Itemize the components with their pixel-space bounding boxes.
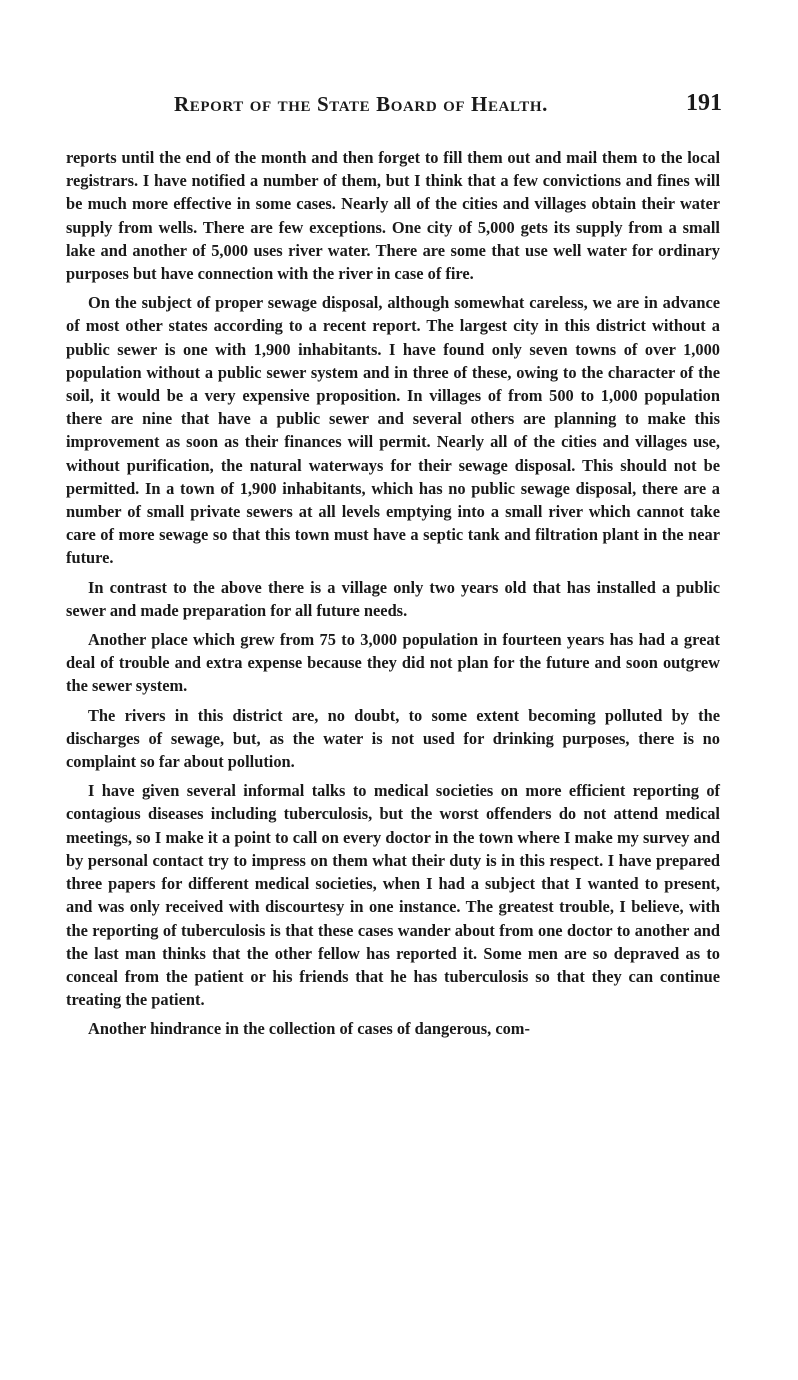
paragraph-hindrance: Another hindrance in the collection of cases of dangerous, com- [88,1019,530,1039]
paragraph-water-supply: reports until the end of the month and then forget to fill them out and mail them to the local registrars. I have notified a number of them, but I think that a few convictions and fines will be much more effective in some cases. Nearly all of the cities and villages obtain their water supply from wells. There are few exceptions. One city of 5,000 gets its supply from a small lake and another of 5,000 uses river water. There are some that use well water for ordinary purposes but have connection with the river in case of fire. [66,148,720,284]
paragraph-river-pollution: The rivers in this district are, no doubt, to some extent becoming polluted by the discharges of sewage, but, as the water is not used for drinking purposes, there is no complaint so far about pollution. [66,705,720,772]
body-text [66,146,720,1041]
paragraph-sewage-disposal: On the subject of proper sewage disposal, although somewhat careless, we are in advance of most other states according to a recent report. The largest city in this district without a public sewer is one with 1,900 inhabitants. I have found only seven towns of over 1,000 population without a public sewer system and in three of these, owing to the character of the soil, it would be a very expensive proposition. In villages of from 500 to 1,000 population there are nine that have a public sewer and several others are planning to make this improvement as soon as their finances will permit. Nearly all of the cities and villages use, without purification, the natural waterways for their sewage disposal. This should not be permitted. In a town of 1,900 inhabitants, which has no public sewage disposal, there are a number of small private sewers at all levels emptying into a small river which cannot take care of more sewage so that this town must have a septic tank and filtration plant in the near future. [66,293,720,568]
paragraph-medical-societies: I have given several informal talks to medical societies on more efficient reporting of contagious diseases including tuberculosis, but the worst offenders do not attend medical meetings, so I make it a point to call on every doctor in the town where I make my survey and by personal contact try to impress on them what their duty is in this respect. I have prepared three papers for different medical societies, when I had a subject that I wanted to present, and was only received with discourtesy in one instance. The greatest trouble, I believe, with the reporting of tuberculosis is that these cases wander about from one doctor to another and the last man thinks that the other fellow has reported it. Some men are so depraved as to conceal from the patient or his friends that he has tuberculosis so that they can continue treating the patient. [66,781,720,1010]
running-head [174,92,722,122]
paragraph-growing-place: Another place which grew from 75 to 3,000 population in fourteen years has had a great deal of trouble and extra expense because they did not plan for the future and soon outgrew the sewer system. [66,630,720,696]
paragraph-new-village: In contrast to the above there is a village only two years old that has installed a public sewer and made preparation for all future needs. [66,577,720,620]
running-title: Report of the State Board of Health. [174,92,548,116]
page-number: 191 [686,90,722,116]
